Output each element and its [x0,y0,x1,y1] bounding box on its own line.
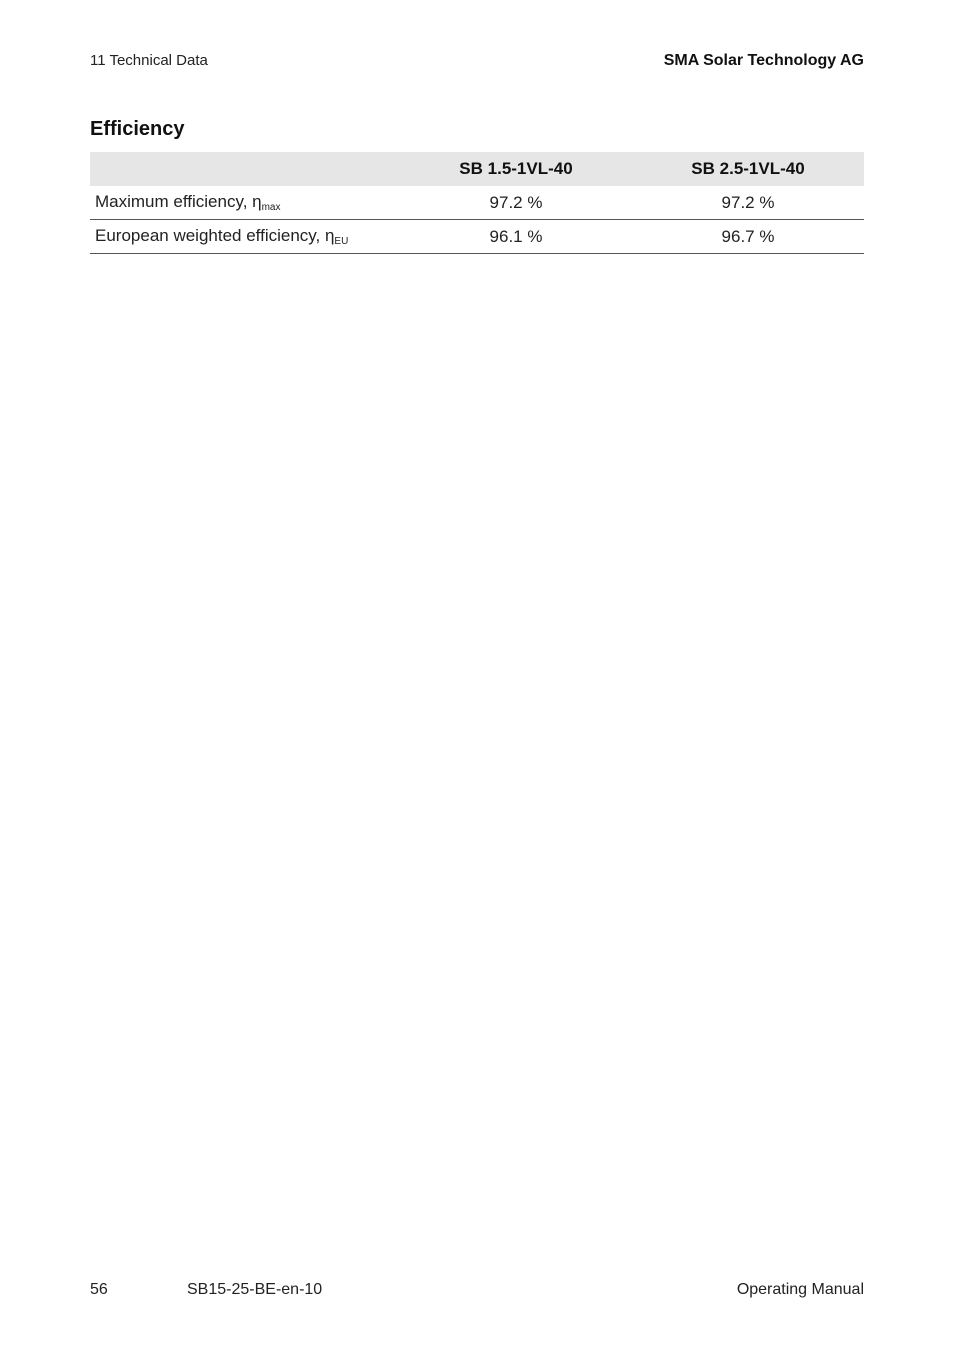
document-code: SB15-25-BE-en-10 [187,1281,323,1298]
page-header [90,52,864,74]
column-header-sb15: SB 1.5-1VL-40 [459,159,573,178]
cell-value-sb25: 97.2 % [632,186,864,220]
company-name: SMA Solar Technology AG [663,52,864,69]
efficiency-table [90,152,864,254]
cell-value-sb25: 96.7 % [632,220,864,254]
table-row [90,186,864,220]
column-header-label [90,152,400,186]
document-type: Operating Manual [736,1281,864,1298]
row-label-text: Maximum efficiency, η [95,192,262,211]
column-header-sb25: SB 2.5-1VL-40 [691,159,805,178]
table-header-row [90,152,864,186]
row-label [90,186,400,220]
page-footer [90,1281,864,1303]
table-header [90,152,864,186]
row-label-subscript: EU [334,236,349,247]
table-row [90,220,864,254]
row-label-subscript: max [261,202,281,213]
section-title: Efficiency [90,118,185,140]
row-label [90,220,400,254]
cell-value-sb15: 97.2 % [400,186,632,220]
table-body [90,186,864,254]
chapter-title: 11 Technical Data [90,52,208,69]
row-label-text: European weighted efficiency, η [95,226,335,245]
cell-value-sb15: 96.1 % [400,220,632,254]
page-number: 56 [90,1281,108,1298]
